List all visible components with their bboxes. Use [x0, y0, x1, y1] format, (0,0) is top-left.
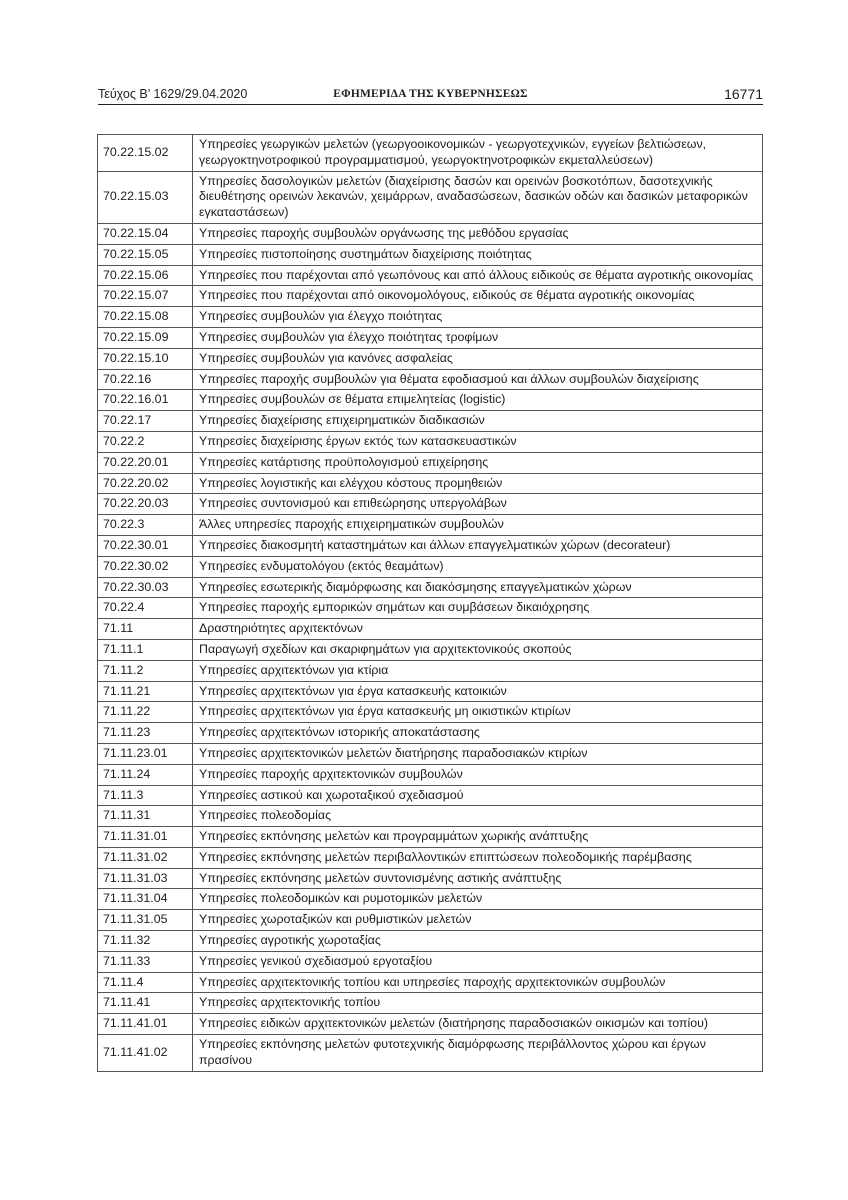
table-row — [98, 619, 763, 640]
table-row — [98, 847, 763, 868]
table-row — [98, 764, 763, 785]
activity-code: 71.11.4 — [98, 972, 193, 993]
activity-description: Υπηρεσίες αστικού και χωροταξικού σχεδιασμού — [193, 785, 763, 806]
activity-code: 71.11.24 — [98, 764, 193, 785]
table-row — [98, 660, 763, 681]
table-row — [98, 806, 763, 827]
activity-code: 71.11.41 — [98, 993, 193, 1014]
activity-description: Υπηρεσίες συμβουλών για έλεγχο ποιότητας — [193, 307, 763, 328]
activity-code: 71.11.3 — [98, 785, 193, 806]
header-divider — [98, 104, 763, 105]
activity-description: Υπηρεσίες που παρέχονται από οικονομολόγους, ειδικούς σε θέματα αγροτικής οικονομίας — [193, 286, 763, 307]
table-row — [98, 452, 763, 473]
activity-code: 70.22.3 — [98, 515, 193, 536]
table-row — [98, 972, 763, 993]
table-row — [98, 931, 763, 952]
activity-description: Υπηρεσίες αρχιτεκτόνων για έργα κατασκευής μη οικιστικών κτιρίων — [193, 702, 763, 723]
activity-code: 71.11.2 — [98, 660, 193, 681]
activity-code: 70.22.15.09 — [98, 327, 193, 348]
table-row — [98, 993, 763, 1014]
table-row — [98, 868, 763, 889]
activity-description: Υπηρεσίες αρχιτεκτόνων για έργα κατασκευής κατοικιών — [193, 681, 763, 702]
activity-description: Δραστηριότητες αρχιτεκτόνων — [193, 619, 763, 640]
table-row — [98, 286, 763, 307]
table-row — [98, 723, 763, 744]
table-row — [98, 556, 763, 577]
activity-code: 71.11.22 — [98, 702, 193, 723]
gazette-title: ΕΦΗΜΕΡΙΔΑ ΤΗΣ ΚΥΒΕΡΝΗΣΕΩΣ — [333, 88, 528, 100]
activity-description: Υπηρεσίες διακοσμητή καταστημάτων και άλλων επαγγελματικών χώρων (decorateur) — [193, 535, 763, 556]
activity-description: Υπηρεσίες που παρέχονται από γεωπόνους και από άλλους ειδικούς σε θέματα αγροτικής οικονομίας — [193, 265, 763, 286]
activity-description: Υπηρεσίες συμβουλών σε θέματα επιμελητείας (logistic) — [193, 390, 763, 411]
activity-code: 70.22.20.03 — [98, 494, 193, 515]
table-row — [98, 827, 763, 848]
table-row — [98, 327, 763, 348]
activity-description: Υπηρεσίες αρχιτεκτόνων ιστορικής αποκατάστασης — [193, 723, 763, 744]
activity-description: Υπηρεσίες συμβουλών για κανόνες ασφαλείας — [193, 348, 763, 369]
activity-description: Υπηρεσίες εκπόνησης μελετών συντονισμένης αστικής ανάπτυξης — [193, 868, 763, 889]
activity-code: 71.11.31.04 — [98, 889, 193, 910]
activity-code: 70.22.2 — [98, 431, 193, 452]
activity-code: 70.22.15.04 — [98, 223, 193, 244]
table-row — [98, 889, 763, 910]
table-row — [98, 702, 763, 723]
activity-description: Υπηρεσίες ειδικών αρχιτεκτονικών μελετών (διατήρησης παραδοσιακών οικισμών και τοπίου) — [193, 1014, 763, 1035]
activity-code: 70.22.30.02 — [98, 556, 193, 577]
activity-description: Υπηρεσίες παροχής εμπορικών σημάτων και συμβάσεων δικαιόχρησης — [193, 598, 763, 619]
table-row — [98, 1014, 763, 1035]
activity-code: 71.11.31.02 — [98, 847, 193, 868]
activity-description: Υπηρεσίες εκπόνησης μελετών φυτοτεχνικής διαμόρφωσης περιβάλλοντος χώρου και έργων πρασίνου — [193, 1035, 763, 1072]
table-row — [98, 223, 763, 244]
activity-description: Υπηρεσίες εκπόνησης μελετών περιβαλλοντικών επιπτώσεων πολεοδομικής παρέμβασης — [193, 847, 763, 868]
table-row — [98, 910, 763, 931]
activity-code: 70.22.30.01 — [98, 535, 193, 556]
table-row — [98, 639, 763, 660]
table-row — [98, 244, 763, 265]
table-row — [98, 411, 763, 432]
activity-description: Υπηρεσίες αρχιτεκτονικών μελετών διατήρησης παραδοσιακών κτιρίων — [193, 743, 763, 764]
activity-code: 71.11.41.02 — [98, 1035, 193, 1072]
table-row — [98, 535, 763, 556]
activity-code: 70.22.20.01 — [98, 452, 193, 473]
activity-code: 70.22.15.03 — [98, 171, 193, 223]
activity-description: Υπηρεσίες αγροτικής χωροταξίας — [193, 931, 763, 952]
activity-code: 70.22.15.06 — [98, 265, 193, 286]
activity-description: Υπηρεσίες λογιστικής και ελέγχου κόστους προμηθειών — [193, 473, 763, 494]
table-row — [98, 473, 763, 494]
activity-description: Υπηρεσίες παροχής συμβουλών οργάνωσης της μεθόδου εργασίας — [193, 223, 763, 244]
activity-description: Υπηρεσίες γενικού σχεδιασμού εργοταξίου — [193, 951, 763, 972]
issue-reference: Τεύχος Β’ 1629/29.04.2020 — [98, 87, 248, 101]
activity-description: Υπηρεσίες δασολογικών μελετών (διαχείρισης δασών και ορεινών βοσκοτόπων, δασοτεχνικής διευθέτησης ορεινών λεκανών, χειμάρρων, αναδασώσεων, δασικών οδών και δασικών μεταφορικών εγκαταστάσεων) — [193, 171, 763, 223]
activity-description: Υπηρεσίες πολεοδομικών και ρυμοτομικών μελετών — [193, 889, 763, 910]
table-row — [98, 265, 763, 286]
table-row — [98, 1035, 763, 1072]
table-row — [98, 390, 763, 411]
activity-code: 71.11.31.01 — [98, 827, 193, 848]
table-row — [98, 307, 763, 328]
activity-code: 70.22.20.02 — [98, 473, 193, 494]
activity-description: Υπηρεσίες συντονισμού και επιθεώρησης υπεργολάβων — [193, 494, 763, 515]
activity-code: 71.11.1 — [98, 639, 193, 660]
activity-description: Υπηρεσίες παροχής συμβουλών για θέματα εφοδιασμού και άλλων συμβουλών διαχείρισης — [193, 369, 763, 390]
activity-code: 71.11.23.01 — [98, 743, 193, 764]
activity-description: Υπηρεσίες αρχιτεκτονικής τοπίου και υπηρεσίες παροχής αρχιτεκτονικών συμβουλών — [193, 972, 763, 993]
activity-description: Υπηρεσίες παροχής αρχιτεκτονικών συμβουλών — [193, 764, 763, 785]
activity-description: Υπηρεσίες πιστοποίησης συστημάτων διαχείρισης ποιότητας — [193, 244, 763, 265]
activity-code: 71.11.41.01 — [98, 1014, 193, 1035]
activity-code: 70.22.15.08 — [98, 307, 193, 328]
activity-description: Παραγωγή σχεδίων και σκαριφημάτων για αρχιτεκτονικούς σκοπούς — [193, 639, 763, 660]
table-row — [98, 369, 763, 390]
activity-description: Υπηρεσίες συμβουλών για έλεγχο ποιότητας τροφίμων — [193, 327, 763, 348]
table-row — [98, 681, 763, 702]
activity-code: 70.22.16.01 — [98, 390, 193, 411]
activity-code: 70.22.16 — [98, 369, 193, 390]
activity-code: 71.11.23 — [98, 723, 193, 744]
activity-code: 70.22.15.05 — [98, 244, 193, 265]
activity-code: 71.11.32 — [98, 931, 193, 952]
table-row — [98, 135, 763, 172]
activity-code: 71.11.31.05 — [98, 910, 193, 931]
activity-description: Υπηρεσίες εκπόνησης μελετών και προγραμμάτων χωρικής ανάπτυξης — [193, 827, 763, 848]
table-row — [98, 951, 763, 972]
activity-description: Υπηρεσίες διαχείρισης επιχειρηματικών διαδικασιών — [193, 411, 763, 432]
activity-code: 71.11.33 — [98, 951, 193, 972]
activity-code: 71.11 — [98, 619, 193, 640]
activity-code-table — [97, 134, 763, 1072]
activity-description: Υπηρεσίες γεωργικών μελετών (γεωργοοικονομικών - γεωργοτεχνικών, εγγείων βελτιώσεων, γεωργοκτηνοτροφικού προγραμματισμού, γεωργοκτηνοτροφικών εκμεταλλεύσεων) — [193, 135, 763, 172]
activity-code: 70.22.15.10 — [98, 348, 193, 369]
activity-description: Υπηρεσίες εσωτερικής διαμόρφωσης και διακόσμησης επαγγελματικών χώρων — [193, 577, 763, 598]
table-row — [98, 785, 763, 806]
table-row — [98, 348, 763, 369]
activity-description: Υπηρεσίες ενδυματολόγου (εκτός θεαμάτων) — [193, 556, 763, 577]
activity-description: Υπηρεσίες διαχείρισης έργων εκτός των κατασκευαστικών — [193, 431, 763, 452]
table-row — [98, 431, 763, 452]
activity-code: 71.11.31.03 — [98, 868, 193, 889]
activity-code: 71.11.31 — [98, 806, 193, 827]
table-row — [98, 598, 763, 619]
activity-code: 70.22.4 — [98, 598, 193, 619]
activity-code: 70.22.17 — [98, 411, 193, 432]
activity-description: Άλλες υπηρεσίες παροχής επιχειρηματικών συμβουλών — [193, 515, 763, 536]
activity-code: 70.22.15.02 — [98, 135, 193, 172]
activity-description: Υπηρεσίες κατάρτισης προϋπολογισμού επιχείρησης — [193, 452, 763, 473]
activity-description: Υπηρεσίες αρχιτεκτόνων για κτίρια — [193, 660, 763, 681]
activity-description: Υπηρεσίες αρχιτεκτονικής τοπίου — [193, 993, 763, 1014]
table-row — [98, 515, 763, 536]
table-row — [98, 171, 763, 223]
table-row — [98, 577, 763, 598]
activity-code: 70.22.30.03 — [98, 577, 193, 598]
page-header — [98, 85, 763, 105]
table-row — [98, 743, 763, 764]
activity-description: Υπηρεσίες χωροταξικών και ρυθμιστικών μελετών — [193, 910, 763, 931]
table-row — [98, 494, 763, 515]
activity-code: 70.22.15.07 — [98, 286, 193, 307]
page-number: 16771 — [724, 86, 763, 102]
activity-code: 71.11.21 — [98, 681, 193, 702]
activity-description: Υπηρεσίες πολεοδομίας — [193, 806, 763, 827]
